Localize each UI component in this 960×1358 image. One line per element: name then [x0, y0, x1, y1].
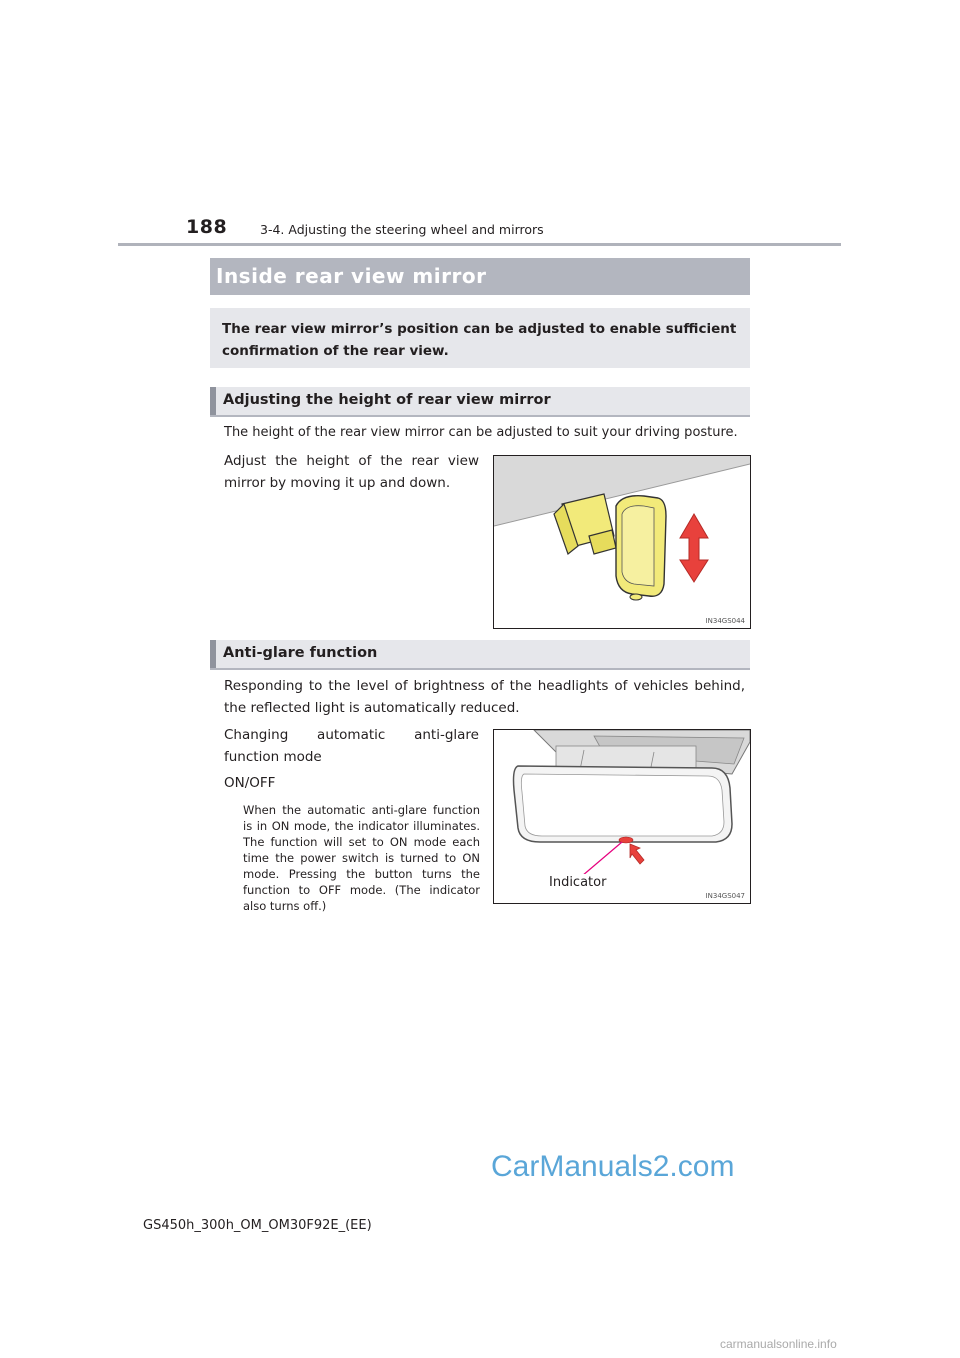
- height-adjust-instruction: Adjust the height of the rear view mirror by moving it up and down.: [224, 453, 479, 491]
- intro-text: The rear view mirror’s position can be adjusted to enable sufficient confirmation of the rear view.: [222, 321, 737, 359]
- page-number: 188: [186, 216, 228, 238]
- anti-glare-mode-value: ON/OFF: [224, 775, 276, 791]
- section-title-bar: [210, 258, 750, 295]
- mirror-height-illustration: [494, 456, 750, 628]
- document-id: GS450h_300h_OM_OM30F92E_(EE): [143, 1218, 372, 1233]
- anti-glare-mode-label: Changing automatic anti-glare function mode: [224, 727, 479, 765]
- height-adjust-description: The height of the rear view mirror can be adjusted to suit your driving posture.: [224, 425, 738, 440]
- figure-code-1: IN34GS044: [705, 617, 745, 625]
- anti-glare-heading-bar: [210, 640, 750, 670]
- anti-glare-figure: [493, 729, 751, 904]
- watermark-footer: carmanualsonline.info: [720, 1337, 837, 1351]
- watermark-logo: CarManuals2.com: [491, 1150, 735, 1183]
- height-adjust-figure: [493, 455, 751, 629]
- indicator-callout: Indicator: [549, 875, 607, 890]
- section-title: Inside rear view mirror: [216, 264, 487, 288]
- height-adjust-heading: Adjusting the height of rear view mirror: [223, 392, 551, 408]
- chapter-title: 3-4. Adjusting the steering wheel and mirrors: [260, 222, 544, 237]
- anti-glare-note: When the automatic anti-glare function is in ON mode, the indicator illuminates. The function will set to ON mode each time the power switch is turned to ON mode. Pressing the button turns the function to OFF mode. (The indicator also turns off.): [243, 803, 480, 913]
- mirror-indicator-illustration: [494, 730, 750, 903]
- figure-code-2: IN34GS047: [705, 892, 745, 900]
- height-adjust-heading-bar: [210, 387, 750, 417]
- anti-glare-heading: Anti-glare function: [223, 645, 378, 661]
- anti-glare-description: Responding to the level of brightness of the headlights of vehicles behind, the reflected light is automatically reduced.: [224, 678, 745, 716]
- header-rule: [118, 243, 841, 246]
- intro-box: [210, 308, 750, 368]
